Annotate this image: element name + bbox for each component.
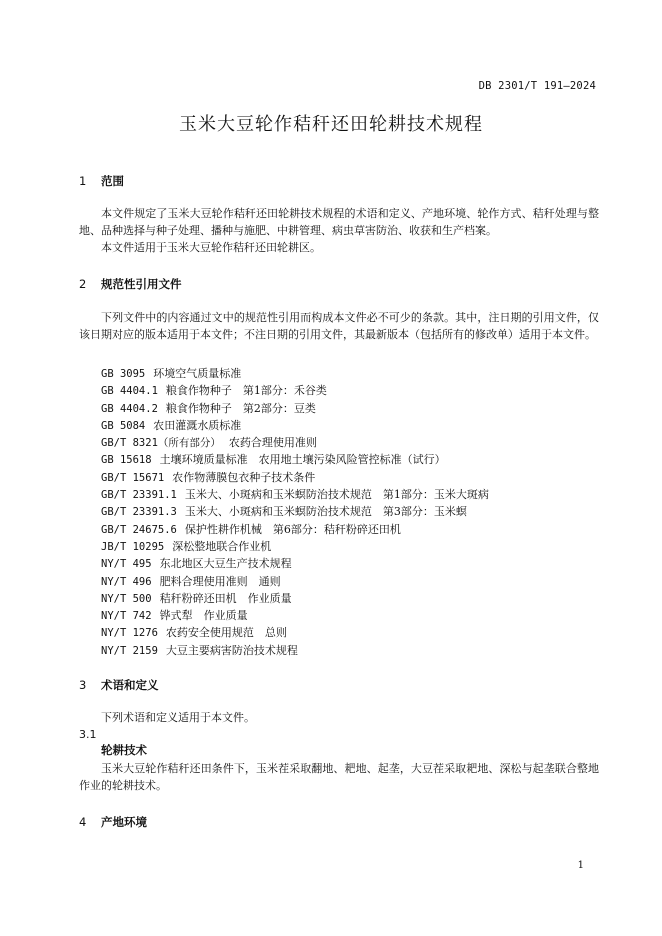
section-1-heading [79,173,124,189]
reference-code: GB 4404.1 [101,385,158,398]
reference-item [101,590,489,607]
reference-code: GB 3095 [101,368,146,380]
reference-title: 粮食作物种子 第2部分：豆类 [165,401,316,415]
reference-title: 粮食作物种子 第1部分：禾谷类 [165,384,327,398]
reference-code: JB/T 10295 [101,540,165,553]
reference-title: 大豆主要病害防治技术规程 [165,643,298,657]
section-4-number: 4 [79,815,87,829]
reference-item [101,624,489,641]
reference-title: 环境空气质量标准 [153,367,242,380]
reference-title: 东北地区大豆生产技术规程 [159,557,292,571]
reference-item [101,382,489,399]
reference-code: GB/T 8321（所有部分） [101,437,221,450]
reference-title: 农田灌溉水质标准 [153,418,242,432]
section-2-number: 2 [79,277,87,291]
reference-code: NY/T 1276 [101,627,158,640]
reference-code: GB/T 23391.3 [101,506,177,519]
term-definition: 玉米大豆轮作秸秆还田条件下，玉米茬采取翻地、耙地、起垄，大豆茬采取耙地、深松与起垄联合整地作业的轮耕技术。 [79,762,599,792]
standard-code: DB 2301/T 191—2024 [478,80,596,92]
reference-code: GB 4404.2 [101,402,158,415]
reference-code: GB/T 15671 [101,471,165,484]
scope-applicability: 本文件适用于玉米大豆轮作秸秆还田轮耕区。 [101,241,321,254]
reference-item [101,573,489,590]
document-title: 玉米大豆轮作秸秆还田轮耕技术规程 [179,114,483,135]
section-1-title: 范围 [101,174,125,188]
reference-title: 铧式犁 作业质量 [159,609,248,623]
reference-item [101,365,489,382]
reference-item [101,469,489,486]
reference-item [101,538,489,555]
reference-item [101,607,489,624]
scope-paragraph: 本文件规定了玉米大豆轮作秸秆还田轮耕技术规程的术语和定义、产地环境、轮作方式、秸秆处理与整地、品种选择与种子处理、播种与施肥、中耕管理、病虫草害防治、收获和生产档案。 [79,207,599,237]
reference-code: NY/T 742 [101,610,152,623]
reference-item [101,451,489,468]
reference-item [101,503,489,520]
reference-item [101,486,489,503]
section-3-heading [79,677,159,693]
reference-title: 农药安全使用规范 总则 [165,626,287,640]
section-4-heading [79,814,147,830]
reference-title: 深松整地联合作业机 [172,539,272,553]
reference-code: GB/T 24675.6 [101,523,177,536]
page-number: 1 [577,860,584,871]
section-1-number: 1 [79,174,87,188]
terms-intro: 下列术语和定义适用于本文件。 [101,711,255,724]
reference-title: 秸秆粉碎还田机 作业质量 [159,591,292,605]
reference-code: NY/T 500 [101,592,152,605]
reference-title: 肥料合理使用准则 通则 [159,574,281,588]
reference-title: 玉米大、小斑病和玉米螟防治技术规范 第1部分：玉米大斑病 [184,488,489,502]
reference-title: 土壤环境质量标准 农用地土壤污染风险管控标准（试行） [159,453,446,467]
term-name: 轮耕技术 [101,743,147,757]
reference-title: 保护性耕作机械 第6部分：秸秆粉碎还田机 [184,522,401,536]
reference-item [101,400,489,417]
reference-code: GB/T 23391.1 [101,489,177,502]
reference-title: 农药合理使用准则 [228,436,317,450]
reference-title: 玉米大、小斑病和玉米螟防治技术规范 第3部分：玉米螟 [184,505,467,519]
reference-item [101,642,489,659]
reference-title: 农作物薄膜包衣种子技术条件 [172,470,316,484]
term-number: 3.1 [79,728,97,741]
reference-code: GB 15618 [101,454,152,467]
reference-code: NY/T 496 [101,575,152,588]
reference-item [101,417,489,434]
reference-code: NY/T 2159 [101,644,158,657]
reference-item [101,521,489,538]
section-3-title: 术语和定义 [101,678,159,692]
section-2-title: 规范性引用文件 [101,277,182,291]
section-2-heading [79,276,182,292]
section-4-title: 产地环境 [101,815,148,829]
reference-item [101,555,489,572]
reference-code: NY/T 495 [101,558,152,571]
reference-list [101,365,489,659]
normative-intro: 下列文件中的内容通过文中的规范性引用而构成本文件必不可少的条款。其中，注日期的引用文件，仅该日期对应的版本适用于本文件；不注日期的引用文件，其最新版本（包括所有的修改单）适用于本文件。 [79,311,599,341]
reference-code: GB 5084 [101,419,146,432]
reference-item [101,434,489,451]
section-3-number: 3 [79,678,87,692]
